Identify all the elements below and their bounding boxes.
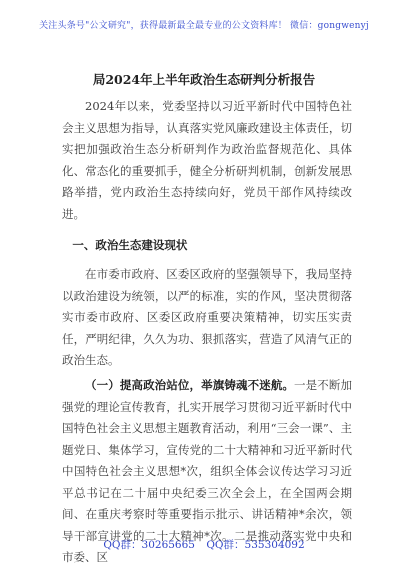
footer-qq-group-2: QQ群：535304092 — [206, 539, 305, 551]
section-paragraph: 在市委市政府、区委区政府的坚强领导下，我局坚持以政治建设为统领，以严的标准，实的作风，坚决贯彻落实市委市政府、区委区政府重要决策精神，切实压实责任，严明纪律，久久为功、狠抓落实，营造了风清气正的政治生态。 — [62, 267, 352, 367]
footer — [0, 537, 408, 552]
intro-paragraph: 2024年以来，党委坚持以习近平新时代中国特色社会主义思想为指导，认真落实党风廉政建设主体责任，切实把加强政治生态分析研判作为政治监督规范化、具体化、常态化的重要抓手，健全分析研判机制，创新发展思路举措，党内政治生态持续向好，党员干部作风持续改进。 — [62, 99, 352, 221]
header-note: 关注头条号"公文研究"，获得最新最全最专业的公文资料库！ 微信：gongwenyj — [39, 21, 369, 31]
subsection-body: 一是不断加强党的理论宣传教育，扎实开展学习贯彻习近平新时代中国特色社会主义思想主题教育活动，利用“三会一课”、主题党日、集体学习，宣传党的二十大精神和习近平新时代中国特色社会主义思想*次，组织全体会议传达学习习近平总书记在二十届中央纪委三次全会上，在全国两会期间、在重庆考察时等重要指示批示、讲话精神*余次，领导干部宣讲党的二十大精神*次。二是推动落实党中央和市委、区 — [62, 378, 353, 564]
footer-qq-group-1: QQ群：30265665 — [103, 539, 195, 551]
section-heading-political-ecology: 一、政治生态建设现状 — [72, 238, 188, 252]
subsection-heading: （一）提高政治站位，举旗铸魂不迷航。 — [85, 378, 295, 392]
document-title: 局2024年上半年政治生态研判分析报告 — [92, 72, 316, 87]
